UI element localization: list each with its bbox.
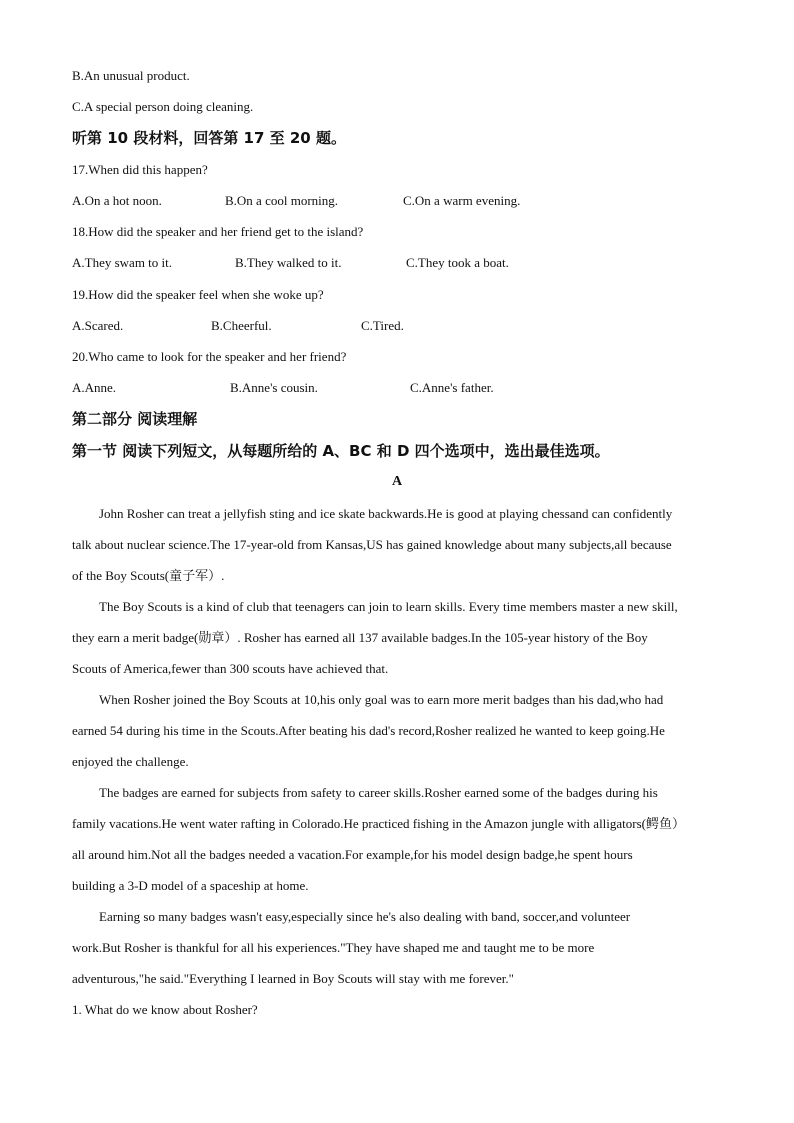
p3-line-3: enjoyed the challenge. [72, 754, 189, 769]
q20-option-a: A.Anne. [72, 380, 117, 395]
p5-line-1: Earning so many badges wasn't easy,especially since he's also dealing with band, soccer,and volunteer [99, 909, 631, 924]
passage-label: A [391, 474, 403, 489]
q16-option-b: B.An unusual product. [72, 68, 190, 83]
q19-stem: 19.How did the speaker feel when she woke up? [72, 287, 324, 302]
p4-line-1: The badges are earned for subjects from safety to career skills.Rosher earned some of the badges during his [99, 785, 658, 800]
p4-line-4: building a 3-D model of a spaceship at home. [72, 878, 309, 893]
q16-option-c: C.A special person doing cleaning. [72, 99, 254, 114]
q19-option-c: C.Tired. [361, 318, 404, 333]
q18-option-c: C.They took a boat. [406, 255, 509, 270]
q20-option-b: B.Anne's cousin. [230, 380, 318, 395]
q17-option-c: C.On a warm evening. [403, 193, 521, 208]
p1-line-1: John Rosher can treat a jellyfish sting and ice skate backwards.He is good at playing chessand can confidently [99, 506, 673, 521]
p1-line-2: talk about nuclear science.The 17-year-old from Kansas,US has gained knowledge about many subjects,all because [72, 537, 672, 552]
p2-line-2: they earn a merit badge(勋章）. Rosher has earned all 137 available badges.In the 105-year history of the Boy [72, 630, 648, 645]
q1-stem: 1. What do we know about Rosher? [72, 1002, 258, 1017]
q19-option-b: B.Cheerful. [211, 318, 272, 333]
q18-option-b: B.They walked to it. [235, 255, 342, 270]
passage-body [72, 498, 722, 1025]
q18-stem: 18.How did the speaker and her friend get to the island? [72, 224, 364, 239]
p1-line-3: of the Boy Scouts(童子军）. [72, 568, 225, 583]
p5-line-2: work.But Rosher is thankful for all his experiences."They have shaped me and taught me to be more [72, 940, 595, 955]
p5-line-3: adventurous,"he said."Everything I learned in Boy Scouts will stay with me forever." [72, 971, 514, 986]
q18-option-a: A.They swam to it. [72, 255, 173, 270]
section10-heading: 听第 10 段材料，回答第 17 至 20 题。 [72, 129, 346, 147]
q20-option-c: C.Anne's father. [410, 380, 494, 395]
q17-option-b: B.On a cool morning. [225, 193, 339, 208]
section1-heading: 第一节 阅读下列短文，从每题所给的 A、BC 和 D 四个选项中，选出最佳选项。 [72, 442, 610, 460]
part2-heading: 第二部分 阅读理解 [72, 410, 198, 428]
q17-stem: 17.When did this happen? [72, 162, 208, 177]
p3-line-2: earned 54 during his time in the Scouts.After beating his dad's record,Rosher realized he wanted to keep going.He [72, 723, 665, 738]
q17-option-a: A.On a hot noon. [72, 193, 162, 208]
p3-line-1: When Rosher joined the Boy Scouts at 10,his only goal was to earn more merit badges than his dad,who had [99, 692, 664, 707]
q20-stem: 20.Who came to look for the speaker and her friend? [72, 349, 347, 364]
q19-option-a: A.Scared. [72, 318, 124, 333]
p4-line-3: all around him.Not all the badges needed a vacation.For example,for his model design badge,he spent hours [72, 847, 633, 862]
p2-line-3: Scouts of America,fewer than 300 scouts have achieved that. [72, 661, 389, 676]
p2-line-1: The Boy Scouts is a kind of club that teenagers can join to learn skills. Every time members master a new skill, [99, 599, 678, 614]
p4-line-2: family vacations.He went water rafting in Colorado.He practiced fishing in the Amazon jungle with alligators(鳄鱼） [72, 816, 685, 831]
